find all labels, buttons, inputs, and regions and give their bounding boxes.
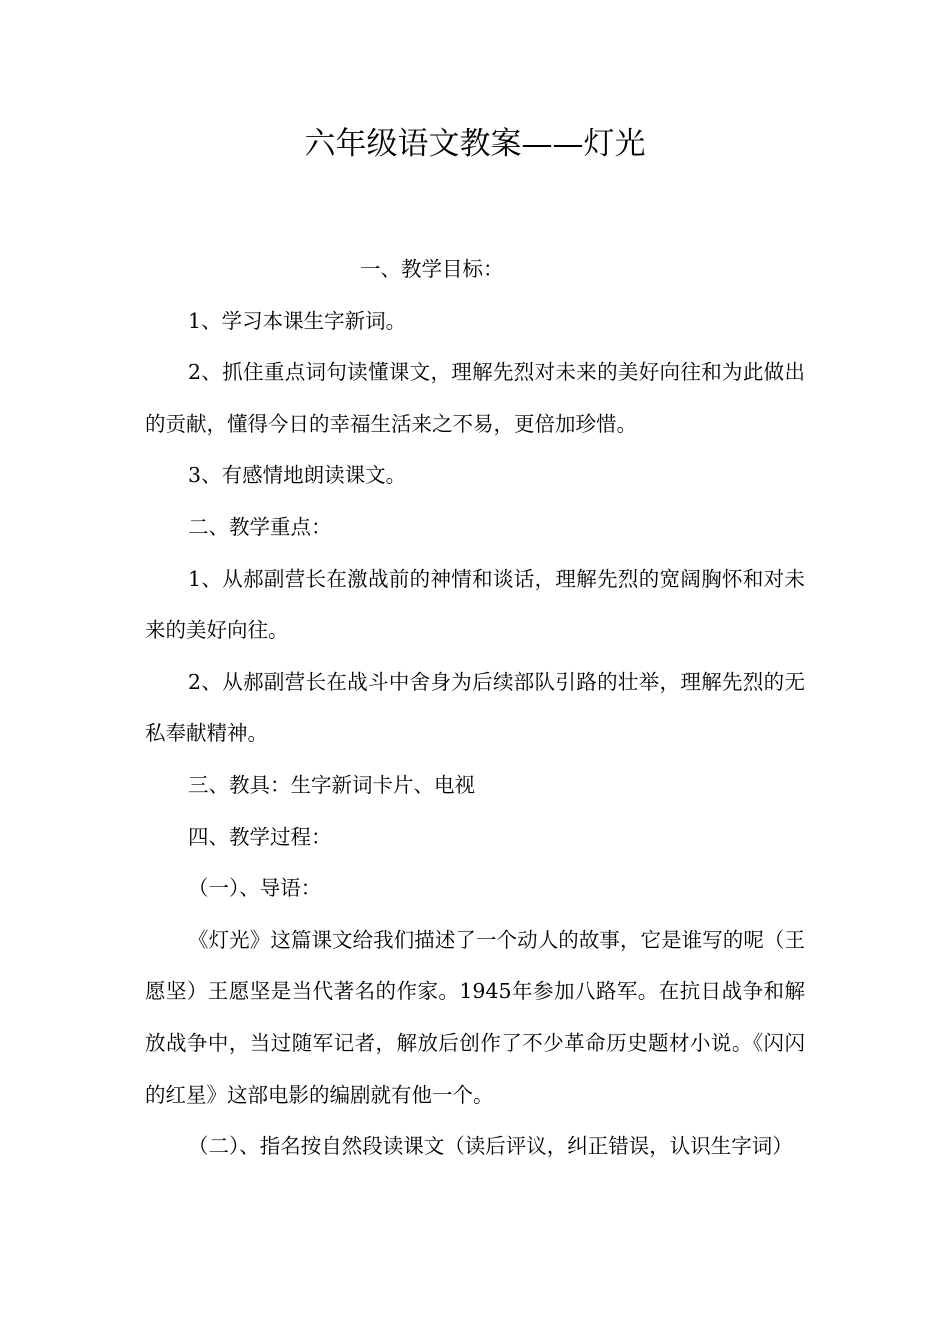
process-step-heading-1: （一）、导语： [188,876,322,901]
section-teaching-aids: 三、教具：生字新词卡片、电视 [188,772,476,797]
objective-item-3: 3、有感情地朗读课文。 [188,463,407,488]
objective-item-1: 1、学习本课生字新词。 [188,308,407,333]
section-heading-process: 四、教学过程： [188,824,332,849]
introduction-paragraph: 《灯光》这篇课文给我们描述了一个动人的故事，它是谁写的呢（王愿坚）王愿坚是当代著名的作家。1945年参加八路军。在抗日战争和解放战争中，当过随军记者，解放后创作了不少革命历史题材小说。《闪闪的红星》这部电影的编剧就有他一个。 [145,927,805,1107]
section-heading-key-points: 二、教学重点： [188,514,332,539]
section-heading-objectives: 一、教学目标： [360,257,504,281]
document-body [145,244,805,1173]
process-step-heading-2: （二）、指名按自然段读课文（读后评议，纠正错误，认识生字词） [188,1134,793,1159]
objective-item-2: 2、抓住重点词句读懂课文，理解先烈对未来的美好向往和为此做出的贡献，懂得今日的幸福生活来之不易，更倍加珍惜。 [145,360,805,436]
key-point-item-2: 2、从郝副营长在战斗中舍身为后续部队引路的壮举，理解先烈的无私奉献精神。 [145,669,805,746]
key-point-item-1: 1、从郝副营长在激战前的神情和谈话，理解先烈的宽阔胸怀和对未来的美好向往。 [145,566,805,643]
document-title: 六年级语文教案——灯光 [304,126,646,162]
